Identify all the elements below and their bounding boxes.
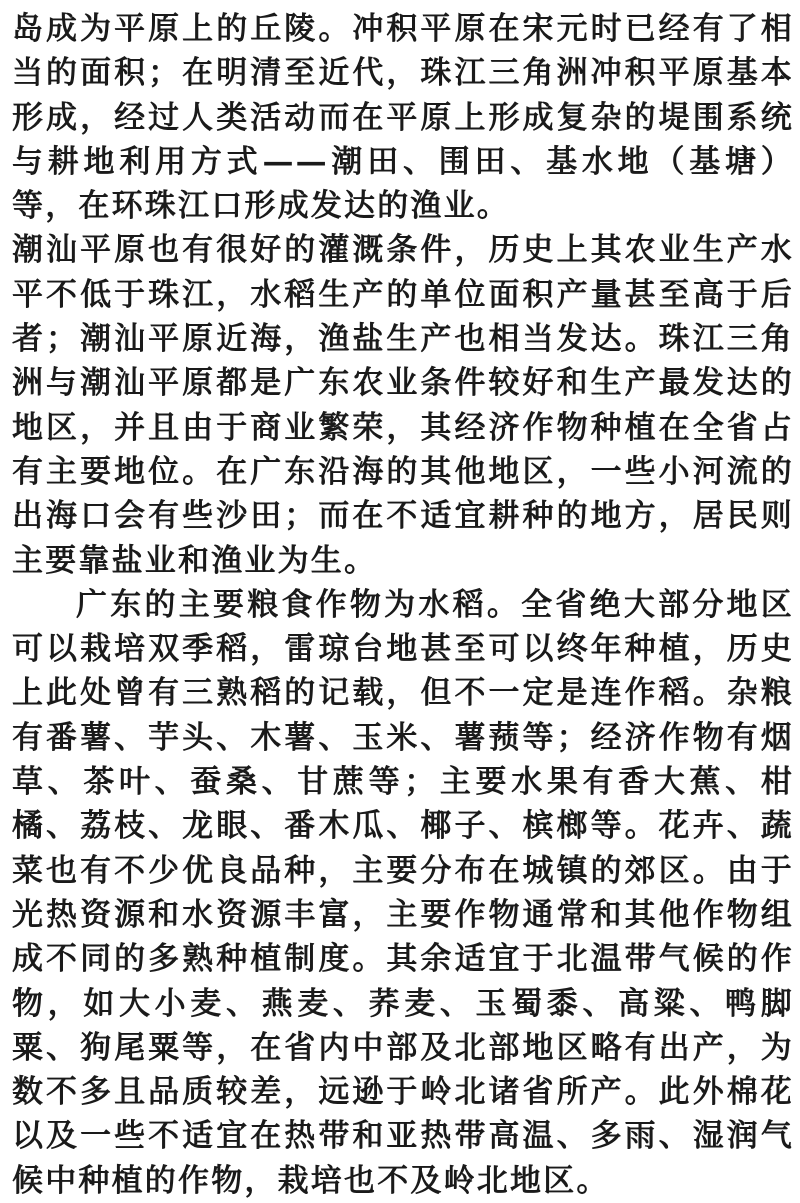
- paragraph-chaoshan-plain: 潮汕平原也有很好的灌溉条件，历史上其农业生产水平不低于珠江，水稻生产的单位面积产量甚至高于后者；潮汕平原近海，渔盐生产也相当发达。珠江三角洲与潮汕平原都是广东农业条件较好和生产最发达的地区，并且由于商业繁荣，其经济作物种植在全省占有主要地位。在广东沿海的其他地区，一些小河流的出海口会有些沙田；而在不适宜耕种的地方，居民则主要靠盐业和渔业为生。: [12, 232, 794, 579]
- paragraph-main-crops: 广东的主要粮食作物为水稻。全省绝大部分地区可以栽培双季稻，雷琼台地甚至可以终年种植，历史上此处曾有三熟稻的记载，但不一定是连作稻。杂粮有番薯、芋头、木薯、玉米、薯蓣等；经济作物有烟草、茶叶、蚕桑、甘蔗等；主要水果有香大蕉、柑橘、荔枝、龙眼、番木瓜、椰子、槟榔等。花卉、蔬菜也有不少优良品种，主要分布在城镇的郊区。由于光热资源和水资源丰富，主要作物通常和其他作物组成不同的多熟种植制度。其余适宜于北温带气候的作物，如大小麦、燕麦、荞麦、玉蜀黍、高粱、鸭脚粟、狗尾粟等，在省内中部及北部地区略有出产，为数不多且品质较差，远逊于岭北诸省所产。此外棉花以及一些不适宜在热带和亚热带高温、多雨、湿润气候中种植的作物，栽培也不及岭北地区。: [12, 586, 794, 1199]
- paragraph-continuation: 岛成为平原上的丘陵。冲积平原在宋元时已经有了相当的面积；在明清至近代，珠江三角洲冲积平原基本形成，经过人类活动而在平原上形成复杂的堤围系统与耕地利用方式——潮田、围田、基水地（基塘）等，在环珠江口形成发达的渔业。: [12, 11, 794, 225]
